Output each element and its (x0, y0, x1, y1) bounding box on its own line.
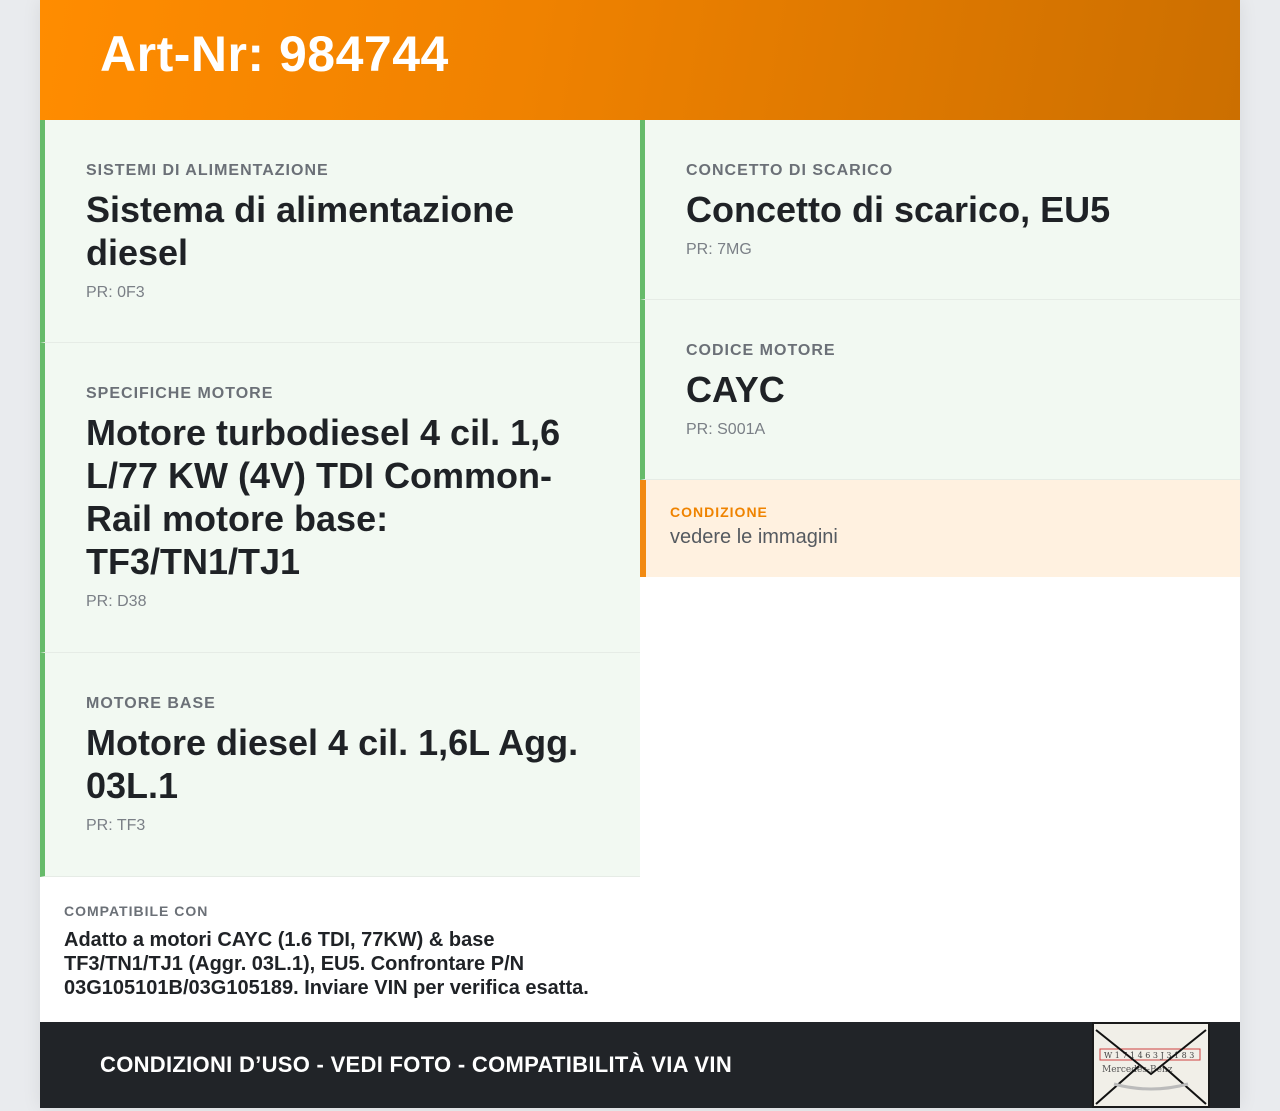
spec-card-engine-specs (40, 343, 640, 653)
left-column (40, 120, 640, 1022)
spec-label: CODICE MOTORE (686, 342, 836, 359)
spec-value: Motore diesel 4 cil. 1,6L Agg. 03L.1 (86, 722, 579, 806)
spec-value: Sistema di alimentazione diesel (86, 189, 515, 273)
spec-pr-code: PR: 0F3 (86, 284, 145, 301)
compatibility-box (40, 877, 640, 1022)
envelope-icon (1094, 1024, 1208, 1106)
article-number-title: Art-Nr: 984744 (100, 26, 449, 82)
spec-value: CAYC (686, 369, 785, 410)
spec-label: SISTEMI DI ALIMENTAZIONE (86, 162, 329, 179)
compat-text: Adatto a motori CAYC (1.6 TDI, 77KW) & base TF3/TN1/TJ1 (Aggr. 03L.1), EU5. Confrontare P/N 03G105101B/03G105189. Inviare VIN per verifica esatta. (64, 929, 589, 999)
spec-label: MOTORE BASE (86, 695, 216, 712)
listing-sheet (40, 0, 1240, 1108)
condition-text: vedere le immagini (670, 526, 838, 548)
spec-card-engine-code (640, 300, 1240, 480)
spec-card-base-engine (40, 653, 640, 877)
spec-pr-code: PR: D38 (86, 593, 147, 610)
header-bar (40, 0, 1240, 120)
spec-pr-code: PR: S001A (686, 421, 766, 438)
spec-card-exhaust (640, 120, 1240, 300)
spec-label: SPECIFICHE MOTORE (86, 385, 274, 402)
envelope-stamp-image (1092, 1022, 1210, 1108)
svg-text:W 1 7 1 4 6 3 J 3 1 8 3: W 1 7 1 4 6 3 J 3 1 8 3 (1104, 1051, 1195, 1060)
svg-text:Mercedes-Benz: Mercedes-Benz (1102, 1065, 1173, 1075)
spec-pr-code: PR: TF3 (86, 817, 146, 834)
spec-value: Concetto di scarico, EU5 (686, 189, 1111, 230)
footer-text: CONDIZIONI D’USO - VEDI FOTO - COMPATIBILITÀ VIA VIN (100, 1052, 733, 1077)
footer-bar (40, 1022, 1240, 1108)
condition-label: CONDIZIONE (670, 504, 768, 520)
spec-columns (40, 120, 1240, 1022)
spec-value: Motore turbodiesel 4 cil. 1,6 L/77 KW (4V) TDI Common-Rail motore base: TF3/TN1/TJ1 (86, 412, 561, 582)
condition-box (640, 480, 1240, 577)
spec-pr-code: PR: 7MG (686, 241, 752, 258)
spec-card-fuel-system (40, 120, 640, 343)
compat-label: COMPATIBILE CON (64, 903, 209, 919)
right-column (640, 120, 1240, 1022)
spec-label: CONCETTO DI SCARICO (686, 162, 894, 179)
